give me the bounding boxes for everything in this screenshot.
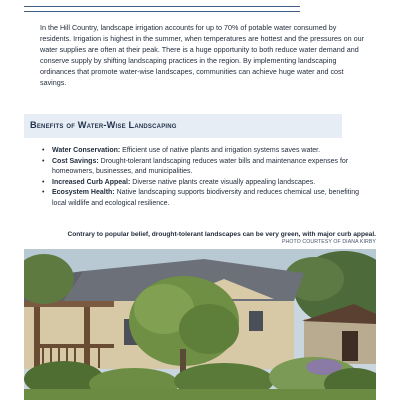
- header-rule-bottom: [24, 11, 300, 12]
- benefit-term: Cost Savings:: [52, 157, 99, 165]
- bullet-icon: •: [42, 157, 45, 165]
- benefit-item-cost-savings: [42, 157, 368, 178]
- benefit-term: Water Conservation:: [52, 147, 121, 154]
- header-rule-top: [24, 6, 300, 7]
- benefits-list: [42, 146, 368, 209]
- bullet-icon: •: [42, 189, 45, 196]
- intro-paragraph: In the Hill Country, landscape irrigation accounts for up to 70% of potable water consumed by residents. Irrigation is highest in the summer, when temperatures are hottest and the pressures on our water supplies are often at their peak. There is a huge opportunity to both reduce water demand and conserve supply by shifting landscaping practices in the region. By implementing landscaping ordinances that promote water-wise landscapes, communities can achieve huge water and cost savings.: [40, 23, 365, 87]
- bullet-icon: •: [42, 178, 45, 186]
- section-title: Benefits of Water-Wise Landscaping: [30, 120, 177, 130]
- photo-credit: PHOTO COURTESY OF DIANA KIRBY: [282, 239, 376, 245]
- benefit-item-curb-appeal: [42, 178, 368, 189]
- benefit-item-water-conservation: [42, 146, 368, 157]
- benefit-text: Native landscaping supports biodiversity and reduces chemical use, benefiting local wildlife and ecological resilience.: [52, 189, 360, 207]
- section-banner: [24, 114, 342, 138]
- benefit-item-ecosystem-health: [42, 188, 368, 209]
- benefit-term: Increased Curb Appeal:: [52, 178, 131, 186]
- benefit-term: Ecosystem Health:: [52, 189, 115, 196]
- benefit-text: Efficient use of native plants and irrigation systems saves water.: [120, 147, 321, 154]
- benefit-text: Diverse native plants create visually appealing landscapes.: [130, 178, 316, 186]
- bullet-icon: •: [42, 147, 45, 154]
- photo-caption: Contrary to popular belief, drought-tolerant landscapes can be very green, with major curb appeal.: [67, 231, 376, 238]
- benefit-text: Drought-tolerant landscaping reduces water bills and maintenance expenses for homeowners, businesses, and municipalities.: [52, 157, 349, 175]
- landscape-photo: [24, 249, 376, 400]
